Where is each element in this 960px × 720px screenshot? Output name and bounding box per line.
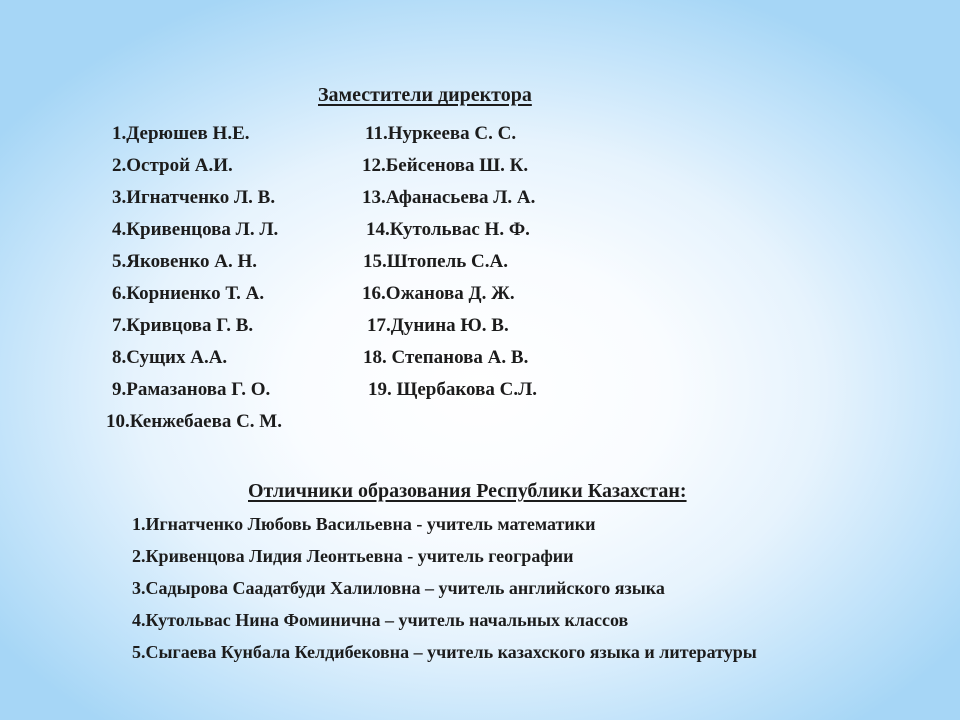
deputy-item: 19. Щербакова С.Л. — [368, 379, 537, 400]
deputy-item: 7.Кривцова Г. В. — [112, 315, 254, 336]
deputy-item: 8.Сущих А.А. — [112, 347, 228, 368]
deputy-item: 12.Бейсенова Ш. К. — [362, 155, 529, 176]
deputy-item: 1.Дерюшев Н.Е. — [112, 123, 250, 144]
excellence-item: 3.Садырова Саадатбуди Халиловна – учитель английского языка — [132, 578, 665, 598]
deputy-item: 6.Корниенко Т. А. — [112, 283, 265, 304]
deputy-item: 4.Кривенцова Л. Л. — [112, 219, 279, 240]
excellence-heading: Отличники образования Республики Казахстан: — [248, 480, 687, 502]
deputy-item: 14.Кутольвас Н. Ф. — [366, 219, 530, 240]
excellence-item: 2.Кривенцова Лидия Леонтьевна - учитель географии — [132, 546, 574, 566]
excellence-list — [132, 508, 757, 668]
excellence-item: 1.Игнатченко Любовь Васильевна - учитель математики — [132, 514, 596, 534]
excellence-item: 5.Сыгаева Кунбала Келдибековна – учитель казахского языка и литературы — [132, 642, 757, 662]
deputy-item: 18. Степанова А. В. — [363, 347, 529, 368]
deputy-list-left — [106, 118, 282, 438]
deputy-item: 5.Яковенко А. Н. — [112, 251, 258, 272]
deputy-item: 16.Ожанова Д. Ж. — [362, 283, 515, 304]
excellence-item: 4.Кутольвас Нина Фоминична – учитель начальных классов — [132, 610, 629, 630]
deputy-item: 3.Игнатченко Л. В. — [112, 187, 276, 208]
deputy-item: 11.Нуркеева С. С. — [365, 123, 517, 144]
deputy-directors-heading: Заместители директора — [318, 84, 532, 106]
deputy-list-right — [363, 118, 537, 406]
deputy-item: 9.Рамазанова Г. О. — [112, 379, 271, 400]
deputy-item: 15.Штопель С.А. — [363, 251, 508, 272]
deputy-item: 17.Дунина Ю. В. — [367, 315, 509, 336]
deputy-item: 10.Кенжебаева С. М. — [106, 411, 282, 432]
deputy-item: 13.Афанасьева Л. А. — [362, 187, 536, 208]
deputy-item: 2.Острой А.И. — [112, 155, 233, 176]
